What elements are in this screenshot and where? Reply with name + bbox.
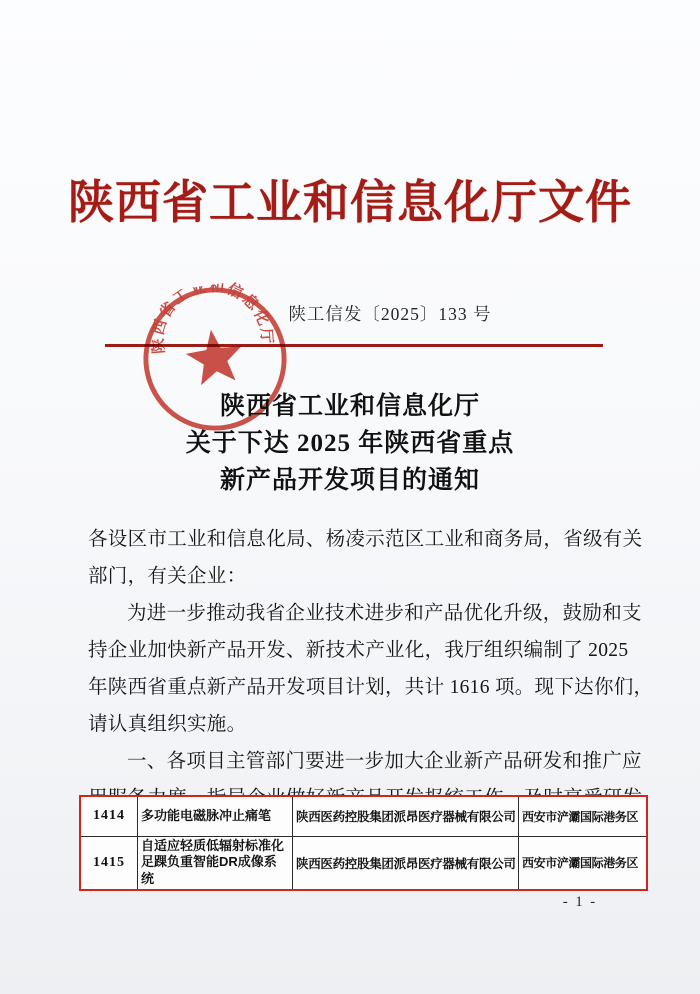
project-no: 1415 [80,836,138,890]
seal-star-icon [183,326,246,387]
project-company: 陕西医药控股集团派昂医疗器械有限公司 [293,836,519,890]
body-line: 持企业加快新产品开发、新技术产业化，我厅组织编制了 2025 [88,640,629,661]
body-line: 为进一步推动我省企业技术进步和产品优化升级，鼓励和支 [127,603,642,624]
table-row [80,796,647,836]
body-line: 一、各项目主管部门要进一步加大企业新产品研发和推广应 [127,751,642,772]
masthead-title: 陕西省工业和信息化厅文件 [68,177,632,228]
body-line: 各设区市工业和信息化局、杨凌示范区工业和商务局，省级有关 [88,529,643,550]
project-no: 1414 [80,796,138,836]
project-district: 西安市浐灞国际港务区 [519,836,648,890]
notice-title-line2: 关于下达 2025 年陕西省重点 [185,430,515,457]
notice-title-line1: 陕西省工业和信息化厅 [219,393,480,420]
project-company: 陕西医药控股集团派昂医疗器械有限公司 [293,796,519,836]
notice-title [0,388,700,499]
doc-reference-number: 陕工信发〔2025〕133 号 [288,304,492,324]
notice-title-line3: 新产品开发项目的通知 [219,467,480,494]
project-name: 多功能电磁脉冲止痛笔 [138,796,293,836]
body-line: 年陕西省重点新产品开发项目计划，共计 1616 项。现下达你们， [88,677,654,698]
project-district: 西安市浐灞国际港务区 [519,796,648,836]
project-name: 自适应轻质低辐射标准化足踝负重智能DR成像系统 [138,836,293,890]
table-row [80,836,647,890]
seal-agency-text: 陕西省工业和信息化厅 [149,277,276,355]
body-line: 部门，有关企业： [88,566,247,587]
page-number: - 1 - [562,894,598,910]
body-line: 请认真组织实施。 [88,714,247,735]
project-table [79,795,648,891]
